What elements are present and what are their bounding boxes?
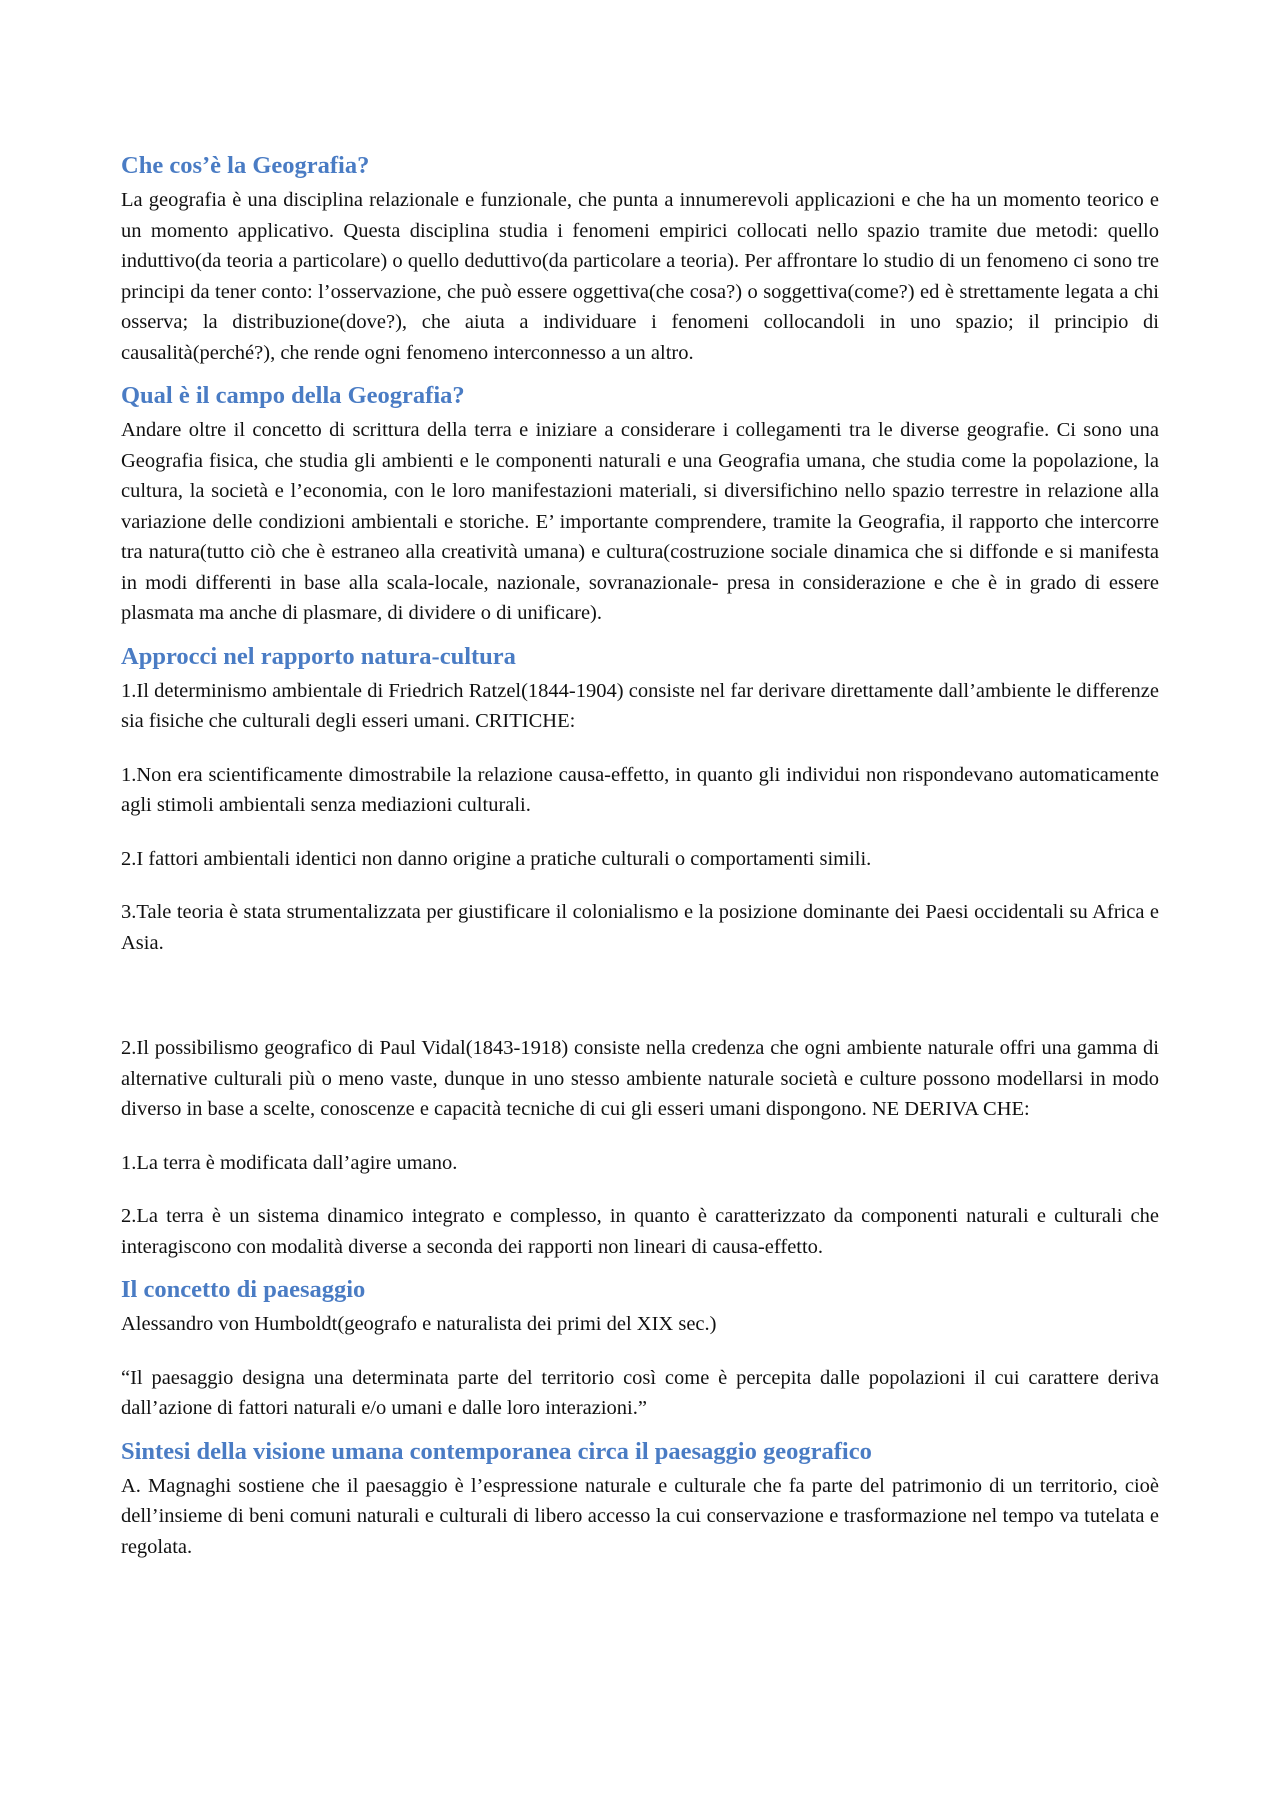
paragraph: Andare oltre il concetto di scrittura della terra e iniziare a considerare i collegamenti tra le diverse geografie. Ci sono una Geografia fisica, che studia gli ambienti e le componenti naturali e una Geografia umana, che studia come la popolazione, la cultura, la società e l’economia, con le loro manifestazioni materiali, si diversifichino nello spazio terrestre in relazione alla variazione delle condizioni ambientali e storiche. E’ importante comprendere, tramite la Geografia, il rapporto che intercorre tra natura(tutto ciò che è estraneo alla creatività umana) e cultura(costruzione sociale dinamica che si diffonde e si manifesta in modi differenti in base alla scala-locale, nazionale, sovranazionale- presa in considerazione e che è in grado di essere plasmata ma anche di plasmare, di dividere o di unificare).: [121, 419, 1159, 624]
document-page: [121, 150, 1159, 1574]
section-heading: Sintesi della visione umana contemporanea circa il paesaggio geografico: [121, 1437, 872, 1465]
paragraph-humboldt: Alessandro von Humboldt(geografo e naturalista dei primi del XIX sec.): [121, 1313, 717, 1335]
paragraph-determinism: 1.Il determinismo ambientale di Friedrich Ratzel(1844-1904) consiste nel far derivare direttamente dall’ambiente le differenze sia fisiche che culturali degli esseri umani. CRITICHE:: [121, 679, 1159, 732]
blank-space: [121, 981, 1159, 1033]
list-item-critique-1: 1.Non era scientificamente dimostrabile la relazione causa-effetto, in quanto gli individui non rispondevano automaticamente agli stimoli ambientali senza mediazioni culturali.: [121, 763, 1159, 816]
list-item-critique-2: 2.I fattori ambientali identici non danno origine a pratiche culturali o comportamenti simili.: [121, 847, 872, 870]
section-heading: Che cos’è la Geografia?: [121, 152, 370, 179]
list-item-consequence-2: 2.La terra è un sistema dinamico integrato e complesso, in quanto è caratterizzato da componenti naturali e culturali che interagiscono con modalità diverse a seconda dei rapporti non lineari di causa-effetto.: [121, 1205, 1159, 1258]
section-heading: Qual è il campo della Geografia?: [121, 382, 465, 409]
paragraph: La geografia è una disciplina relazionale e funzionale, che punta a innumerevoli applicazioni e che ha un momento teorico e un momento applicativo. Questa disciplina studia i fenomeni empirici collocati nello spazio tramite due metodi: quello induttivo(da teoria a particolare) o quello deduttivo(da particolare a teoria). Per affrontare lo studio di un fenomeno ci sono tre principi da tener conto: l’osservazione, che può essere oggettiva(che cosa?) o soggettiva(come?) ed è strettamente legata a chi osserva; la distribuzione(dove?), che aiuta a individuare i fenomeni collocandoli in uno spazio; il principio di causalità(perché?), che rende ogni fenomeno interconnesso a un altro.: [121, 189, 1159, 364]
section-field-of-geography: [121, 380, 1159, 629]
list-item-critique-3: 3.Tale teoria è stata strumentalizzata per giustificare il colonialismo e la posizione dominante dei Paesi occidentali su Africa e Asia.: [121, 901, 1159, 954]
list-item-consequence-1: 1.La terra è modificata dall’agire umano.: [121, 1151, 458, 1174]
section-contemporary-landscape-vision: [121, 1436, 1159, 1563]
section-nature-culture-approaches: [121, 641, 1159, 1263]
quote-landscape-definition: “Il paesaggio designa una determinata parte del territorio così come è percepita dalle popolazioni il cui carattere deriva dall’azione di fattori naturali e/o umani e dalle loro interazioni.”: [121, 1366, 1159, 1419]
section-heading: Approcci nel rapporto natura-cultura: [121, 642, 516, 670]
section-heading: Il concetto di paesaggio: [121, 1276, 366, 1303]
section-landscape-concept: [121, 1274, 1159, 1424]
section-what-is-geography: [121, 150, 1159, 368]
paragraph-magnaghi: A. Magnaghi sostiene che il paesaggio è l’espressione naturale e culturale che fa parte del patrimonio di un territorio, cioè dell’insieme di beni comuni naturali e culturali di libero accesso la cui conservazione e trasformazione nel tempo va tutelata e regolata.: [121, 1474, 1159, 1558]
paragraph-possibilism: 2.Il possibilismo geografico di Paul Vidal(1843-1918) consiste nella credenza che ogni ambiente naturale offri una gamma di alternative culturali più o meno vaste, dunque in uno stesso ambiente naturale società e culture possono modellarsi in modo diverso in base a scelte, conoscenze e capacità tecniche di cui gli esseri umani dispongono. NE DERIVA CHE:: [121, 1037, 1159, 1120]
